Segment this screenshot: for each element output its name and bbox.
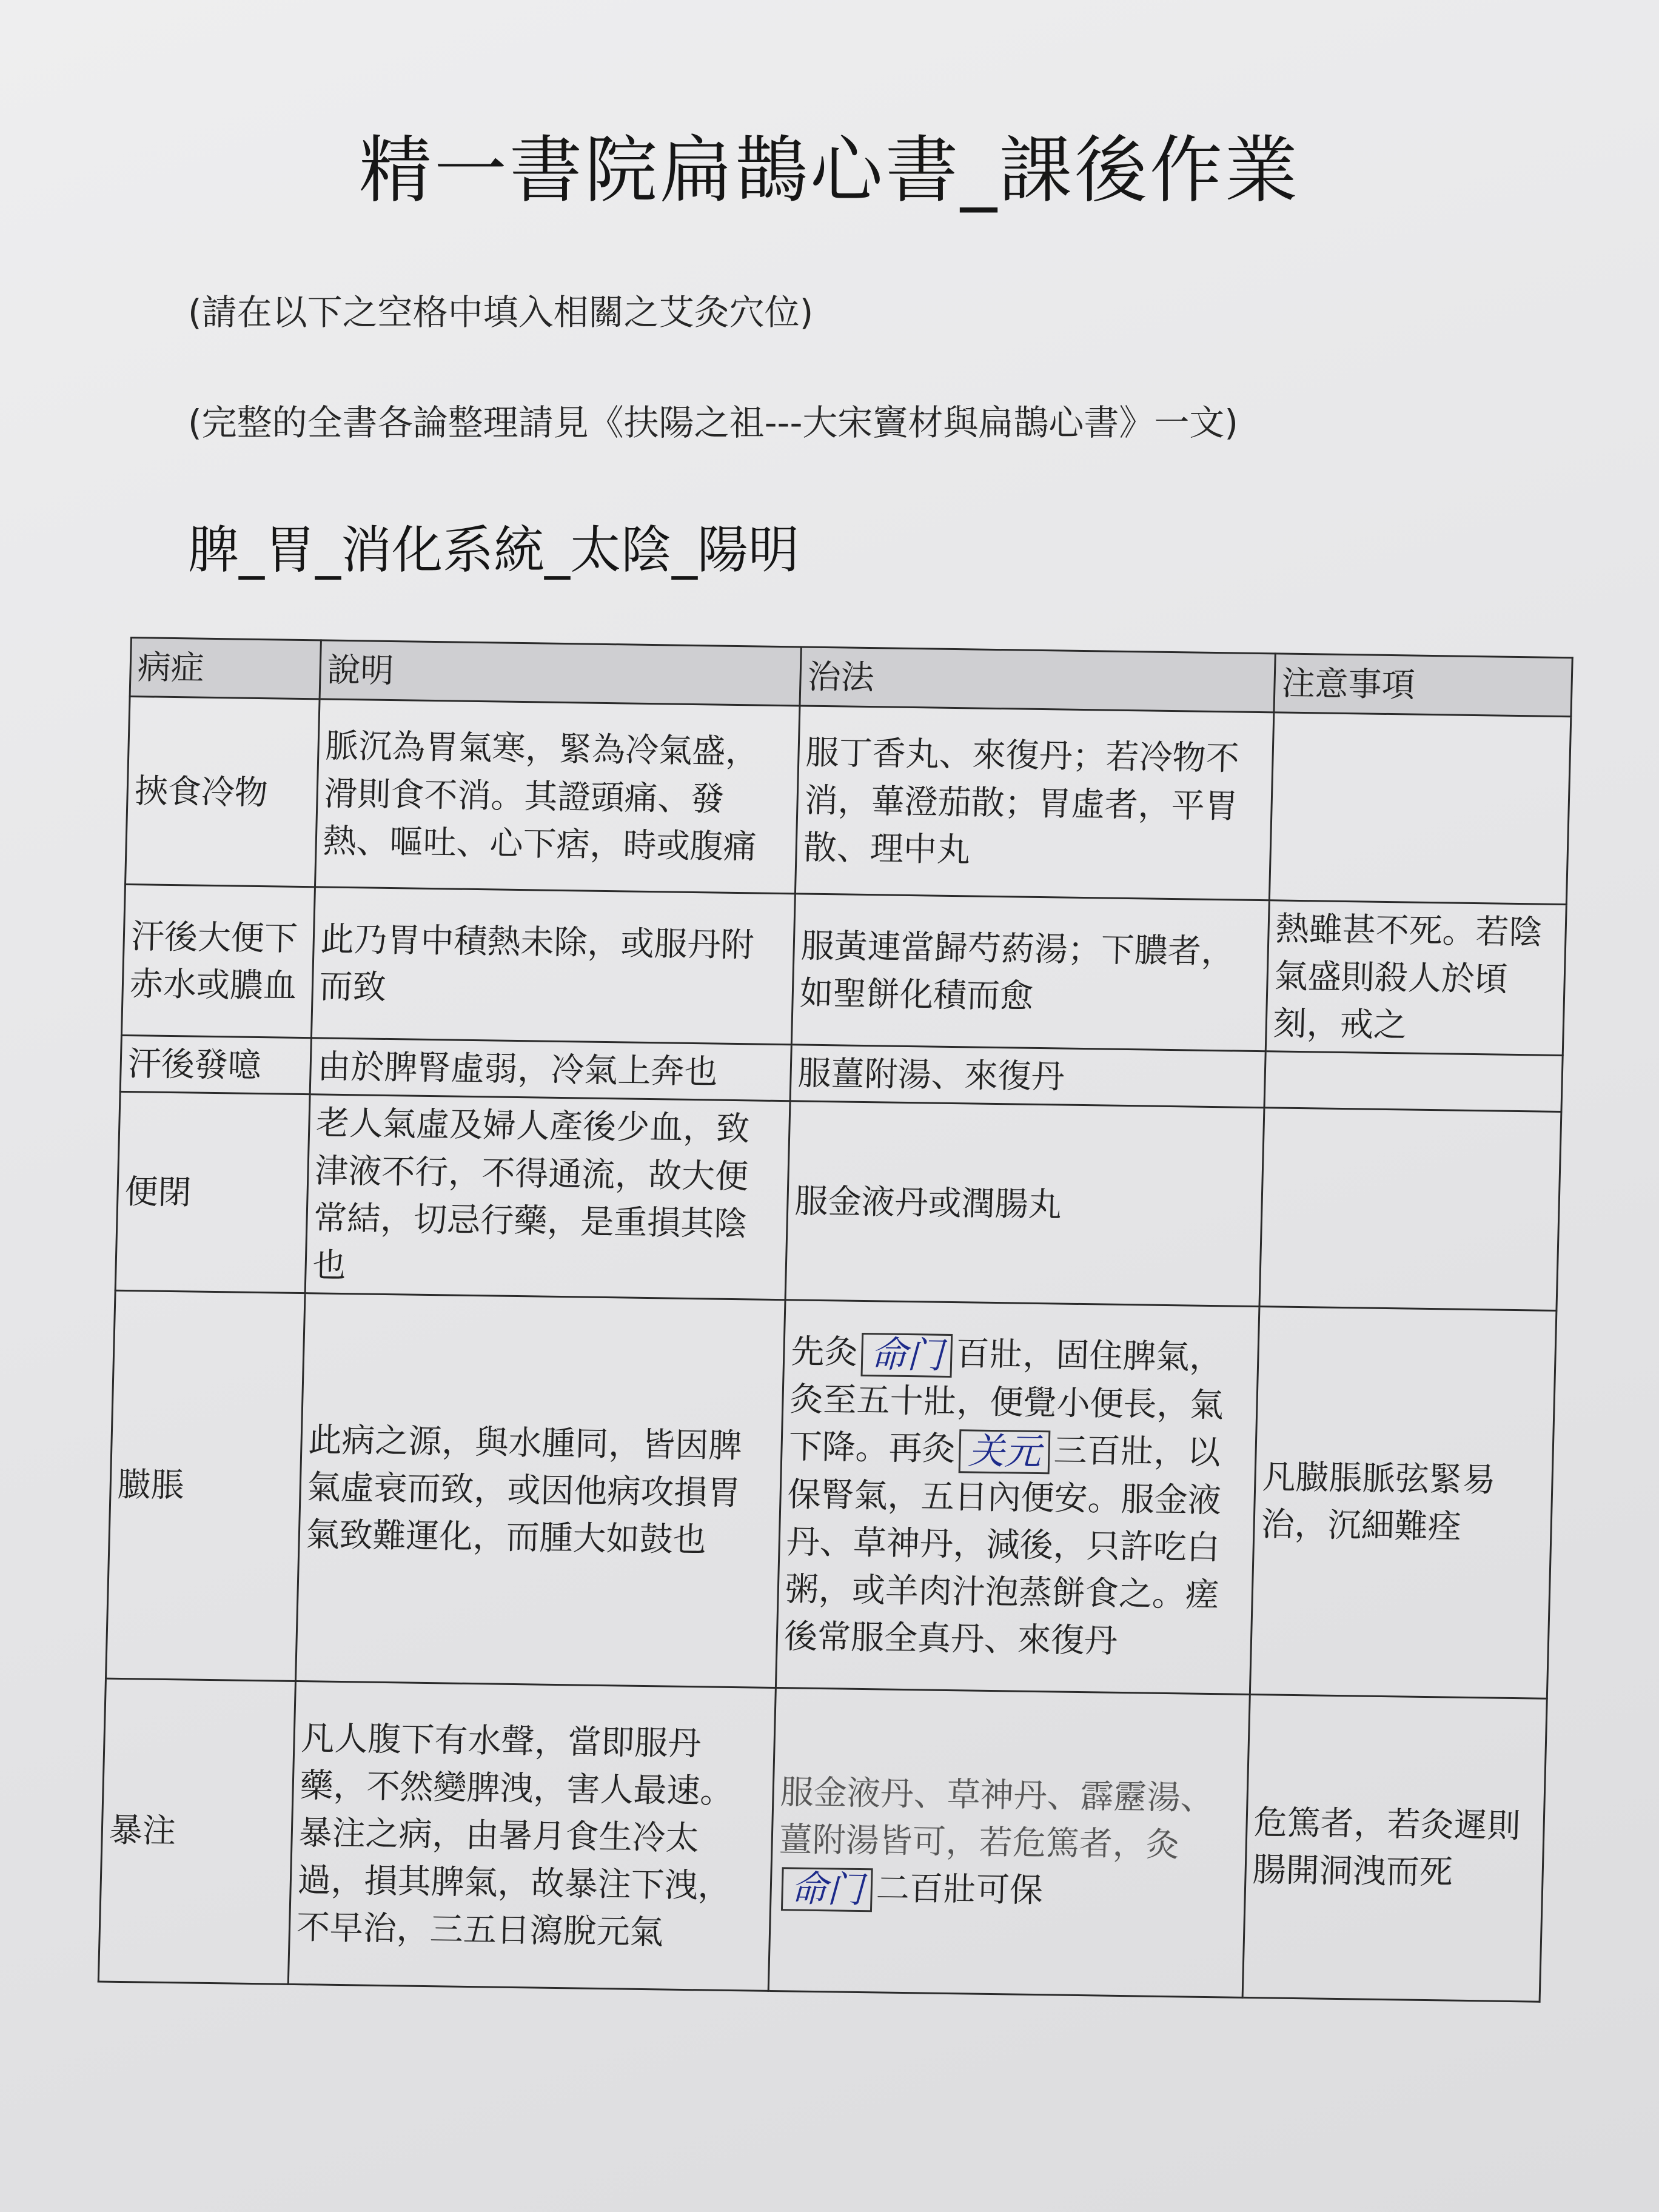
- disease-cell: 汗後發噫: [120, 1036, 311, 1094]
- description-cell: 凡人腹下有水聲，當即服丹藥，不然變脾洩，害人最速。暴注之病，由暑月食生冷太過，損其脾氣，故暴注下洩，不早治，三五日瀉脫元氣: [288, 1681, 776, 1991]
- treatment-text: 先灸: [790, 1332, 859, 1372]
- treatment-cell: [768, 1687, 1250, 1997]
- disease-cell: 便閉: [115, 1092, 310, 1293]
- treatment-cell: 服金液丹或潤腸丸: [785, 1101, 1264, 1306]
- handwritten-answer[interactable]: 命门: [861, 1333, 953, 1378]
- homework-table: [98, 637, 1574, 2003]
- section-heading: 脾_胃_消化系統_太陰_陽明: [188, 520, 800, 580]
- description-cell: 此乃胃中積熱未除，或服丹附而致: [311, 887, 795, 1045]
- treatment-cell: 服丁香丸、來復丹；若冷物不消，蓽澄茄散；胃虛者，平胃散、理中丸: [795, 706, 1273, 900]
- header-disease: 病症: [130, 638, 321, 699]
- table-row: [121, 885, 1566, 1056]
- header-description: 說明: [320, 640, 802, 706]
- notes-cell: [1269, 712, 1571, 905]
- treatment-text: 二百壯可保: [876, 1868, 1044, 1910]
- table-row: [106, 1290, 1557, 1698]
- treatment-text: 三百壯，以保腎氣，五日內便安。服金液丹、草神丹，減後，只許吃白粥，或羊肉汁泡蒸餅食之。瘥後常服全真丹、來復丹: [783, 1430, 1222, 1661]
- handwritten-answer[interactable]: 命门: [781, 1867, 873, 1912]
- notes-cell: 熱雖甚不死。若陰氣盛則殺人於頃刻，戒之: [1265, 900, 1566, 1056]
- reference-note: (完整的全書各論整理請見《扶陽之祖---大宋竇材與扁鵲心書》一文): [188, 402, 1239, 443]
- notes-cell: 凡臌脹脈弦緊易治，沉細難痊: [1250, 1306, 1557, 1698]
- table-row: [98, 1678, 1547, 2002]
- disease-cell: 挾食冷物: [126, 697, 320, 887]
- treatment-text: 百壯，固住脾氣，灸至五十壯，便覺小便長，氣下降。再灸: [788, 1334, 1224, 1469]
- header-treatment: 治法: [800, 647, 1275, 712]
- notes-cell: 危篤者，若灸遲則腸開洞洩而死: [1242, 1694, 1547, 2002]
- description-cell: 此病之源，與水腫同，皆因脾氣虛衰而致，或因他病攻損胃氣致難運化，而腫大如鼓也: [295, 1293, 785, 1687]
- treatment-cell: 服薑附湯、來復丹: [790, 1045, 1265, 1108]
- instruction-note: (請在以下之空格中填入相關之艾灸穴位): [188, 292, 814, 333]
- disease-cell: 暴注: [98, 1678, 295, 1984]
- description-cell: 脈沉為胃氣寒，緊為冷氣盛，滑則食不消。其證頭痛、發熱、嘔吐、心下痞，時或腹痛: [315, 699, 800, 894]
- disease-cell: 臌脹: [106, 1290, 305, 1681]
- treatment-text: 服金液丹、草神丹、霹靂湯、薑附湯皆可，若危篤者，灸: [779, 1772, 1215, 1865]
- header-notes: 注意事項: [1274, 654, 1572, 717]
- treatment-cell: 服黃連當歸芍葯湯；下膿者，如聖餅化積而愈: [791, 894, 1269, 1051]
- table-row: [115, 1092, 1561, 1310]
- description-cell: 由於脾腎虛弱，冷氣上奔也: [310, 1038, 792, 1101]
- notes-cell: [1264, 1051, 1563, 1112]
- description-cell: 老人氣虛及婦人產後少血，致津液不行，不得通流，故大便常結，切忌行藥，是重損其陰也: [305, 1094, 790, 1299]
- treatment-cell: [776, 1300, 1259, 1695]
- table-row: [126, 697, 1571, 905]
- notes-cell: [1259, 1108, 1561, 1310]
- handwritten-answer[interactable]: 关元: [959, 1429, 1051, 1474]
- disease-cell: 汗後大便下赤水或膿血: [121, 885, 315, 1039]
- page-title: 精一書院扁鵲心書_課後作業: [359, 129, 1300, 213]
